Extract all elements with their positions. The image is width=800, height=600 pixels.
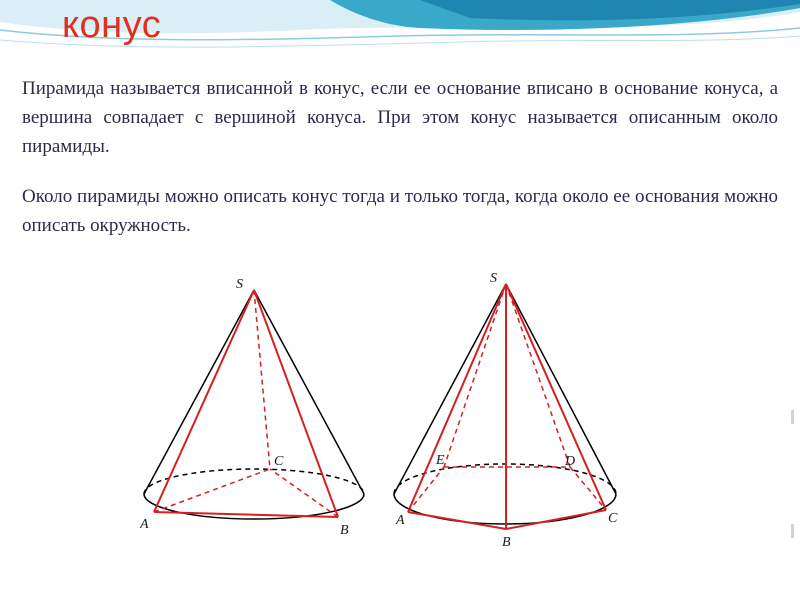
right-label-D: D xyxy=(565,454,576,469)
left-label-S: S xyxy=(236,277,243,292)
left-label-A: A xyxy=(140,517,149,532)
left-label-C: C xyxy=(274,454,284,469)
right-label-A: A xyxy=(396,513,405,528)
edge-marker xyxy=(791,410,794,424)
right-label-B: B xyxy=(502,535,511,550)
edge-marker xyxy=(791,524,794,538)
definition-paragraph: Пирамида называется вписанной в конус, если ее основание вписано в основание конуса, а вершина совпадает с вершиной конуса. При этом конус называется описанным около пирамиды. xyxy=(22,78,778,157)
theorem-paragraph: Около пирамиды можно описать конус тогда и только тогда, когда около ее основания можно описать окружность. xyxy=(22,186,778,236)
right-label-C: C xyxy=(608,511,618,526)
right-label-S: S xyxy=(490,271,497,286)
cone-pyramid-figure xyxy=(140,262,620,558)
left-label-B: B xyxy=(340,523,349,538)
slide-title: конус xyxy=(62,4,162,46)
right-label-E: E xyxy=(436,453,445,468)
